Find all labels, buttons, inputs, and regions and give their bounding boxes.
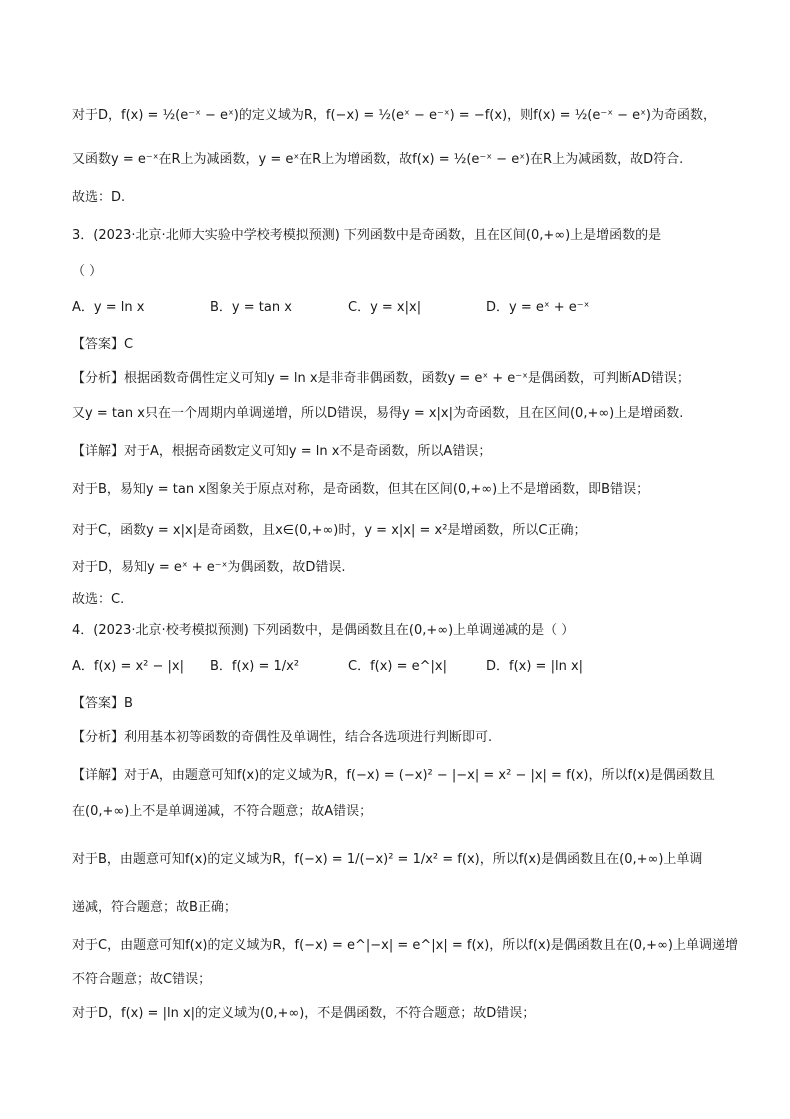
detail-line: 在(0,+∞)上不是单调递减，不符合题意；故A错误；	[72, 804, 373, 819]
option-c: C．f(x) = e^|x|	[348, 659, 447, 674]
text-line: 又函数y = e⁻ˣ在R上为减函数，y = eˣ在R上为增函数，故f(x) = ½(e⁻ˣ − eˣ)在R上为减函数，故D符合.	[72, 152, 684, 167]
option-d: D．y = eˣ + e⁻ˣ	[486, 300, 590, 315]
detail-line: 对于B，易知y = tan x图象关于原点对称，是奇函数，但其在区间(0,+∞)上不是增函数，即B错误；	[72, 482, 650, 497]
option-b: B．f(x) = 1/x²	[210, 659, 300, 674]
analysis-line: 【分析】利用基本初等函数的奇偶性及单调性，结合各选项进行判断即可.	[72, 730, 493, 745]
detail-line: 【详解】对于A，由题意可知f(x)的定义域为R，f(−x) = (−x)² − |−x| = x² − |x| = f(x)，所以f(x)是偶函数且	[72, 768, 715, 783]
text-line: 故选：D.	[72, 190, 126, 205]
choice-line: 故选：C.	[72, 592, 125, 607]
option-b: B．y = tan x	[210, 300, 292, 315]
option-a: A．f(x) = x² − |x|	[72, 659, 184, 674]
answer-label: 【答案】B	[72, 696, 133, 711]
detail-line: 对于B，由题意可知f(x)的定义域为R，f(−x) = 1/(−x)² = 1/x² = f(x)，所以f(x)是偶函数且在(0,+∞)上单调	[72, 852, 703, 867]
detail-line: 【详解】对于A，根据奇函数定义可知y = ln x不是奇函数，所以A错误；	[72, 444, 492, 459]
analysis-line: 【分析】根据函数奇偶性定义可知y = ln x是非奇非偶函数，函数y = eˣ + e⁻ˣ是偶函数，可判断AD错误；	[72, 371, 690, 386]
analysis-line: 又y = tan x只在一个周期内单调递增，所以D错误，易得y = x|x|为奇函数，且在区间(0,+∞)上是增函数.	[72, 406, 684, 421]
question-4-title: 4．(2023·北京·校考模拟预测) 下列函数中，是偶函数且在(0,+∞)上单调递减的是（ ）	[72, 623, 575, 638]
detail-line: 递减，符合题意；故B正确；	[72, 900, 237, 915]
detail-line: 对于D，易知y = eˣ + e⁻ˣ为偶函数，故D错误.	[72, 560, 346, 575]
question-3-options	[72, 298, 712, 318]
detail-line: 对于D，f(x) = |ln x|的定义域为(0,+∞)，不是偶函数，不符合题意；故D错误；	[72, 1006, 536, 1021]
detail-line: 不符合题意；故C错误；	[72, 972, 212, 987]
text-line: 对于D，f(x) = ½(e⁻ˣ − eˣ)的定义域为R，f(−x) = ½(eˣ − e⁻ˣ) = −f(x)，则f(x) = ½(e⁻ˣ − eˣ)为奇函数，	[72, 108, 717, 123]
option-a: A．y = ln x	[72, 300, 145, 315]
detail-line: 对于C，函数y = x|x|是奇函数，且x∈(0,+∞)时，y = x|x| = x²是增函数，所以C正确；	[72, 523, 587, 538]
question-3-title: 3．(2023·北京·北师大实验中学校考模拟预测) 下列函数中是奇函数，且在区间(0,+∞)上是增函数的是	[72, 228, 662, 243]
question-4-options	[72, 657, 712, 677]
answer-label: 【答案】C	[72, 337, 134, 352]
detail-line: 对于C，由题意可知f(x)的定义域为R，f(−x) = e^|−x| = e^|x| = f(x)，所以f(x)是偶函数且在(0,+∞)上单调递增	[72, 938, 738, 953]
option-c: C．y = x|x|	[348, 300, 422, 315]
option-d: D．f(x) = |ln x|	[486, 659, 584, 674]
question-3-blank: （ ）	[72, 264, 103, 279]
